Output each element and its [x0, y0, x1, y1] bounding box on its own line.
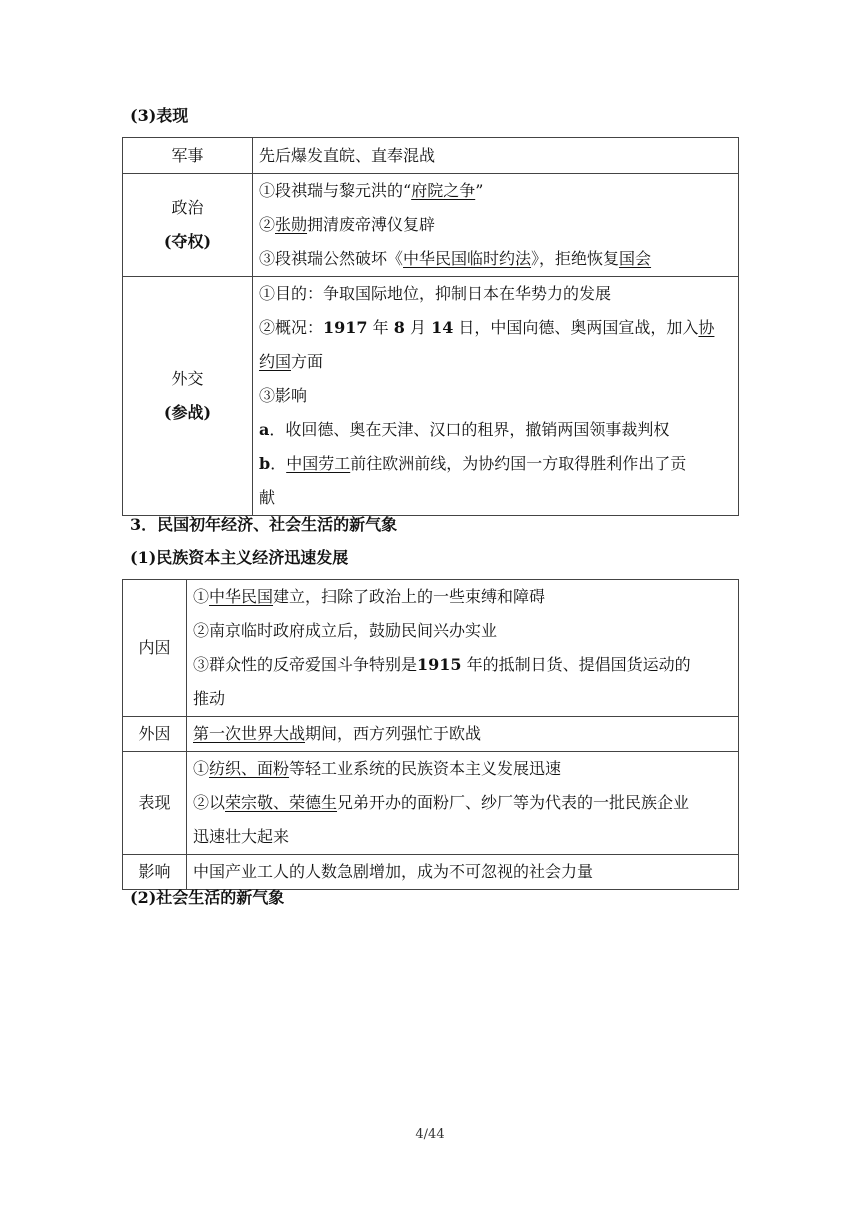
table-row: [123, 752, 739, 855]
row-label-impact: 影响: [123, 855, 187, 890]
section-3-heading: 3．民国初年经济、社会生活的新气象: [130, 515, 398, 534]
diplomacy-item-3: ③影响: [259, 386, 308, 405]
diplomacy-item-1: ①目的：争取国际地位，抑制日本在华势力的发展: [259, 284, 612, 303]
internal-item-3: ③群众性的反帝爱国斗争特别是1915 年的抵制日货、提倡国货运动的: [193, 655, 691, 674]
diplomacy-item-b: b．中国劳工前往欧洲前线，为协约国一方取得胜利作出了贡: [259, 454, 687, 473]
politics-item-3: ③段祺瑞公然破坏《中华民国临时约法》，拒绝恢复国会: [259, 249, 652, 268]
row-label-military: 军事: [123, 138, 253, 174]
table-row: [123, 580, 739, 717]
row-content-external: 第一次世界大战期间，西方列强忙于欧战: [187, 717, 739, 752]
internal-item-2: ②南京临时政府成立后，鼓励民间兴办实业: [193, 621, 498, 640]
table-row: [123, 717, 739, 752]
page-number: 4/44: [415, 1127, 445, 1142]
manifestation-item-1: ①纺织、面粉等轻工业系统的民族资本主义发展迅速: [193, 759, 562, 778]
row-content-impact: 中国产业工人的人数急剧增加，成为不可忽视的社会力量: [187, 855, 739, 890]
row-content-manifestation: [187, 752, 739, 855]
diplomacy-item-a: a．收回德、奥在天津、汉口的租界，撤销两国领事裁判权: [259, 420, 670, 439]
internal-item-3-cont: 推动: [193, 689, 226, 708]
row-content-military: 先后爆发直皖、直奉混战: [253, 138, 739, 174]
row-label-politics: 政治 (夺权): [123, 174, 253, 277]
manifestation-item-2: ②以荣宗敬、荣德生兄弟开办的面粉厂、纱厂等为代表的一批民族企业: [193, 793, 690, 812]
row-label-diplomacy: 外交 (参战): [123, 277, 253, 516]
row-label-manifestation: 表现: [123, 752, 187, 855]
row-content-internal: [187, 580, 739, 717]
politics-item-1: ①段祺瑞与黎元洪的“府院之争”: [259, 181, 484, 200]
table-row: [123, 277, 739, 516]
subheading-social-life: (2)社会生活的新气象: [130, 888, 285, 907]
manifestation-table: [122, 137, 739, 516]
diplomacy-item-2-cont: 约国方面: [259, 352, 324, 371]
row-label-internal: 内因: [123, 580, 187, 717]
diplomacy-item-2: ②概况：1917 年 8 月 14 日，中国向德、奥两国宣战，加入协: [259, 318, 715, 337]
internal-item-1: ①中华民国建立，扫除了政治上的一些束缚和障碍: [193, 587, 546, 606]
row-content-politics: [253, 174, 739, 277]
table-row: [123, 138, 739, 174]
row-label-external: 外因: [123, 717, 187, 752]
row-content-diplomacy: [253, 277, 739, 516]
manifestation-item-2-cont: 迅速壮大起来: [193, 827, 290, 846]
subheading-manifestation: (3)表现: [130, 106, 189, 125]
table-row: [123, 855, 739, 890]
diplomacy-item-b-cont: 献: [259, 488, 276, 507]
subheading-economy: (1)民族资本主义经济迅速发展: [130, 548, 349, 567]
politics-item-2: ②张勋拥清废帝溥仪复辟: [259, 215, 436, 234]
economy-table: [122, 579, 739, 890]
table-row: [123, 174, 739, 277]
